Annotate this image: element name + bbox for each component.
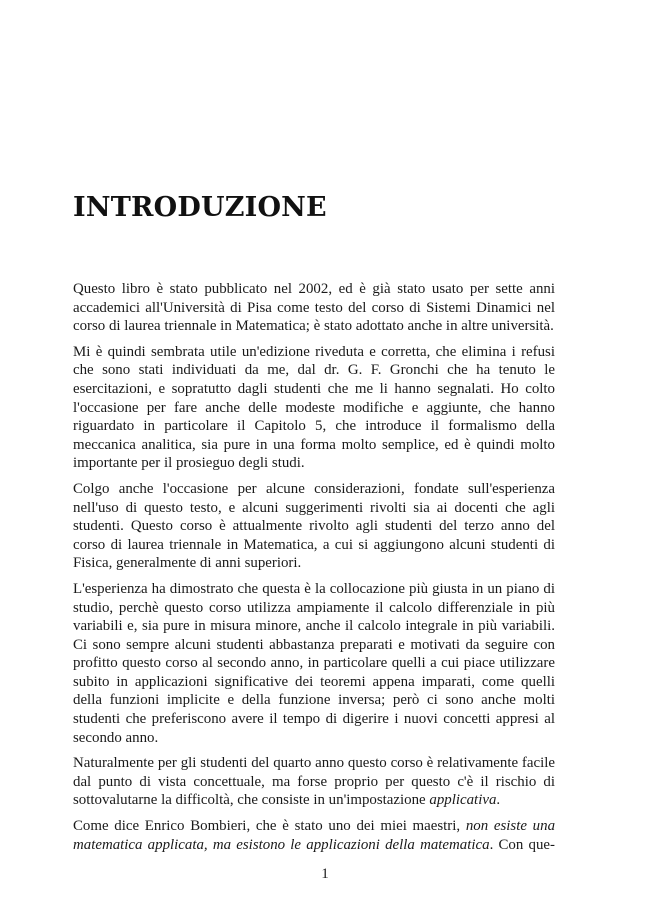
quote-text: non esiste una matematica applicata, ma esistono le applicazioni della matematica	[73, 818, 556, 853]
page-number: 1	[321, 866, 329, 882]
paragraph-course-placement: L'esperienza ha dimostrato che questa è la collocazione più giusta in un piano di studio, perchè questo corso utilizza ampiamente il calcolo differenziale in più variabili e, sia pure in misura minore, anche il calcolo integrale in più variabili. Ci sono sempre alcuni studenti abbastanza preparati e motivati da seguire con profitto questo corso al secondo anno, in particolare quelli a cui piace utilizzare subito in applicazioni significative dei teoremi appena imparati, come quelli della funzioni implicite e della funzione inversa; però ci sono anche molti studenti che preferiscono avere il tempo di digerire i nuovi concetti appresi al secondo anno.	[73, 580, 555, 746]
paragraph-text: Come dice Enrico Bombieri, che è stato uno dei miei maestri,	[73, 818, 466, 835]
paragraph-publication-history: Questo libro è stato pubblicato nel 2002, ed è già stato usato per sette anni accademici all'Università di Pisa come testo del corso di Sistemi Dinamici nel corso di laurea triennale in Matematica; è stato adottato anche in altre università.	[73, 281, 555, 335]
paragraph-considerations: Colgo anche l'occasione per alcune considerazioni, fondate sull'esperienza nell'uso di questo testo, e alcuni suggerimenti rivolti sia ai docenti che agli studenti. Questo corso è attualmente rivolto agli studenti del terzo anno del corso di laurea triennale in Matematica, a cui si aggiungono alcuni studenti di Fisica, generalmente di anni superiori.	[73, 480, 555, 572]
paragraph-bombieri-quote	[73, 817, 555, 854]
paragraph-text: Naturalmente per gli studenti del quarto anno questo corso è relativamente facile dal punto di vista concettuale, ma forse proprio per questo c'è il rischio di sottovalutarne la difficoltà, che consiste in un'impostazione	[73, 755, 555, 809]
paragraph-fourth-year-students	[73, 754, 555, 810]
emphasis-text: applicativa	[429, 792, 497, 809]
paragraph-text: .	[496, 792, 501, 809]
chapter-title: INTRODUZIONE	[73, 192, 327, 223]
paragraph-text: . Con que-	[489, 836, 555, 853]
paragraph-revised-edition: Mi è quindi sembrata utile un'edizione riveduta e corretta, che elimina i refusi che sono stati individuati da me, dal dr. G. F. Gronchi che ha tenuto le esercitazioni, e sopratutto dagli studenti che me li hanno segnalati. Ho colto l'occasione per fare anche delle modeste modifiche e aggiunte, che hanno riguardato in particolare il Capitolo 5, che introduce il formalismo della meccanica analitica, sia pure in una forma molto semplice, ed è quindi molto importante per il prosieguo degli studi.	[73, 343, 555, 472]
chapter-body	[73, 280, 555, 854]
